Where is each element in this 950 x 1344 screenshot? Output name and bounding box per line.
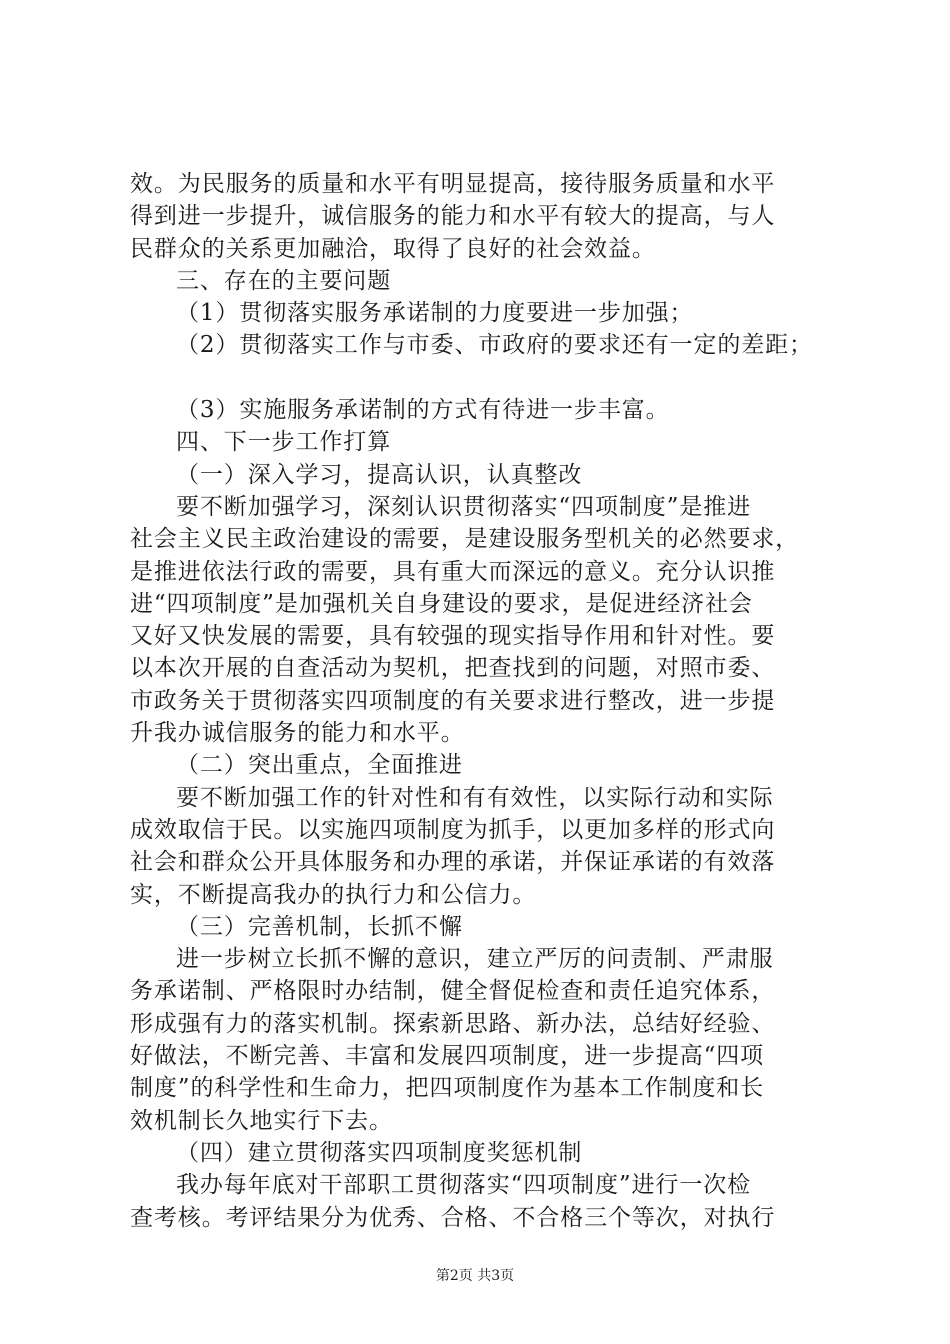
text-line: 进一步树立长抓不懈的意识，建立严厉的问责制、严肃服	[176, 946, 774, 973]
text-line: 又好又快发展的需要，具有较强的现实指导作用和针对性。要	[130, 623, 776, 650]
text-line: （二）突出重点，全面推进	[176, 752, 463, 779]
text-line: 效。为民服务的质量和水平有明显提高，接待服务质量和水平	[130, 171, 776, 197]
text-line: 形成强有力的落实机制。探索新思路、新办法，总结好经验、	[130, 1010, 776, 1037]
text-line: 社会主义民主政治建设的需要，是建设服务型机关的必然要求，	[130, 526, 800, 553]
text-line: 四、下一步工作打算	[176, 429, 392, 456]
text-line: 务承诺制、严格限时办结制，健全督促检查和责任追究体系，	[130, 978, 776, 1005]
text-line: 社会和群众公开具体服务和办理的承诺，并保证承诺的有效落	[130, 849, 776, 876]
text-line: （2）贯彻落实工作与市委、市政府的要求还有一定的差距；	[176, 332, 813, 359]
text-line: 效机制长久地实行下去。	[130, 1107, 393, 1134]
document-body	[130, 168, 830, 1234]
text-line: 要不断加强学习，深刻认识贯彻落实“四项制度”是推进	[176, 493, 752, 520]
text-line: 以本次开展的自查活动为契机，把查找到的问题，对照市委、	[130, 655, 776, 682]
text-line: （三）完善机制，长抓不懈	[176, 913, 463, 940]
text-line: 制度”的科学性和生命力，把四项制度作为基本工作制度和长	[130, 1075, 765, 1102]
text-line: 三、存在的主要问题	[176, 267, 392, 294]
text-line: 实，不断提高我办的执行力和公信力。	[130, 881, 537, 908]
text-line: （四）建立贯彻落实四项制度奖惩机制	[176, 1139, 583, 1166]
text-line: 我办每年底对干部职工贯彻落实“四项制度”进行一次检	[176, 1172, 752, 1199]
text-line: 成效取信于民。以实施四项制度为抓手，以更加多样的形式向	[130, 816, 776, 843]
text-line: 是推进依法行政的需要，具有重大而深远的意义。充分认识推	[130, 558, 776, 585]
text-line: （1）贯彻落实服务承诺制的力度要进一步加强；	[176, 300, 694, 327]
text-line: 市政务关于贯彻落实四项制度的有关要求进行整改，进一步提	[130, 687, 776, 714]
text-line: 进“四项制度”是加强机关自身建设的要求，是促进经济社会	[130, 590, 753, 617]
page-footer: 第2页 共3页	[435, 1268, 515, 1284]
text-line: 查考核。考评结果分为优秀、合格、不合格三个等次，对执行	[130, 1204, 776, 1231]
text-line: 得到进一步提升，诚信服务的能力和水平有较大的提高，与人	[130, 203, 776, 230]
text-line: 民群众的关系更加融洽，取得了良好的社会效益。	[130, 235, 656, 262]
text-line: 要不断加强工作的针对性和有有效性，以实际行动和实际	[176, 784, 774, 811]
text-line: （3）实施服务承诺制的方式有待进一步丰富。	[176, 397, 670, 424]
blank-line	[130, 362, 830, 394]
text-line: 好做法，不断完善、丰富和发展四项制度，进一步提高“四项	[130, 1043, 765, 1070]
text-line: （一）深入学习，提高认识，认真整改	[176, 461, 583, 488]
text-line: 升我办诚信服务的能力和水平。	[130, 720, 465, 747]
